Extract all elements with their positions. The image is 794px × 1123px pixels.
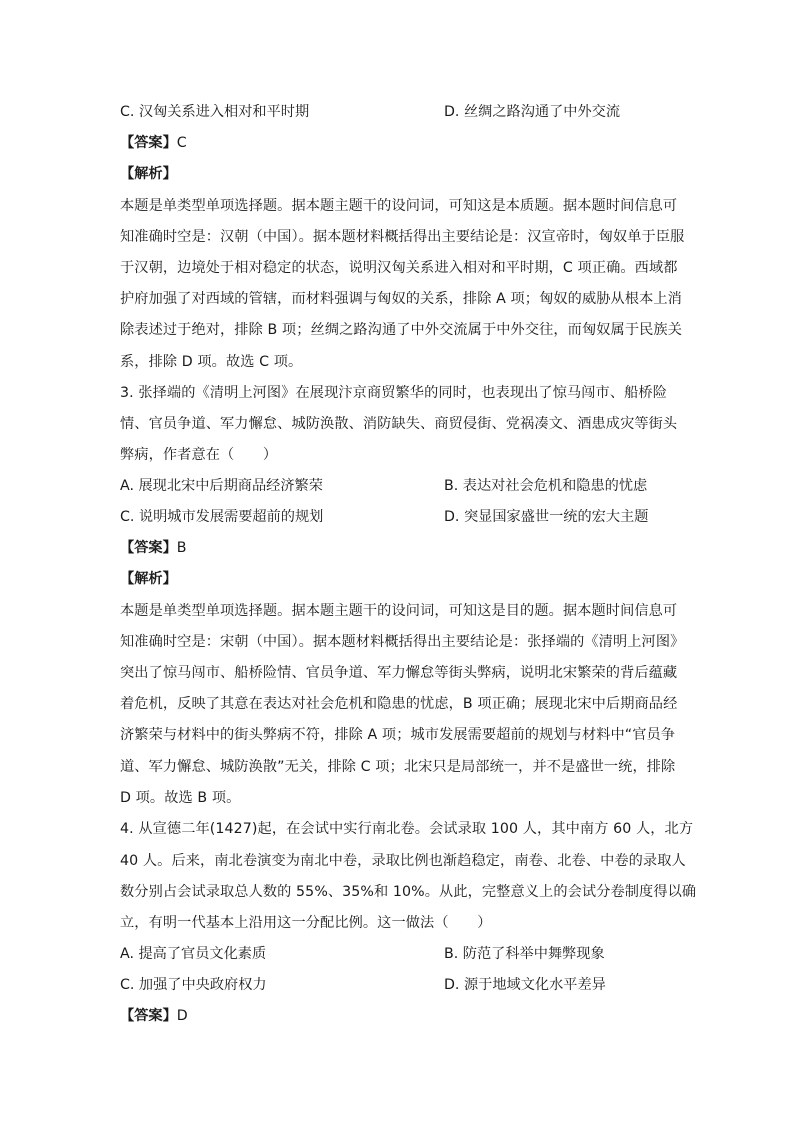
q2-option-d: D. 丝绸之路沟通了中外交流 [444, 104, 621, 120]
q2-analysis-tag: 【解析】 [120, 166, 177, 182]
q3-answer-value: B [176, 540, 187, 556]
q3-stem-line: 弊病，作者意在（ ） [120, 447, 278, 463]
q4-answer [120, 1006, 188, 1026]
q2-analysis-line: 知准确时空是：汉朝（中国）。据本题材料概括得出主要结论是：汉宣帝时，匈奴单于臣服 [120, 229, 685, 245]
q2-analysis-line: 除表述过于绝对，排除 B 项；丝绸之路沟通了中外交流属于中外交往，而匈奴属于民族关 [120, 322, 682, 338]
q2-answer-tag: 【答案】 [120, 135, 177, 151]
q4-answer-value: D [176, 1008, 188, 1024]
q2-analysis-line: 系，排除 D 项。故选 C 项。 [120, 354, 303, 370]
q3-analysis-line: D 项。故选 B 项。 [120, 790, 241, 806]
q2-options-cd [120, 102, 680, 122]
q3-option-c: C. 说明城市发展需要超前的规划 [120, 509, 324, 525]
q2-answer-value: C [176, 135, 187, 151]
q4-stem-line: 4. 从宣德二年(1427)起，在会试中实行南北卷。会试录取 100 人，其中南方 60 人，北方 [120, 821, 694, 837]
q2-analysis-line: 本题是单类型单项选择题。据本题主题干的设问词，可知这是本质题。据本题时间信息可 [120, 198, 678, 214]
q2-analysis-line: 于汉朝，边境处于相对稳定的状态，说明汉匈关系进入相对和平时期，C 项正确。西域都 [120, 260, 678, 276]
q2-analysis-line: 护府加强了对西域的管辖，而材料强调与匈奴的关系，排除 A 项；匈奴的威胁从根本上消 [120, 291, 682, 307]
q3-analysis-tag: 【解析】 [120, 571, 177, 587]
q4-stem-line: 立，有明一代基本上沿用这一分配比例。这一做法（ ） [120, 915, 492, 931]
q3-stem-line: 情、官员争道、军力懈怠、城防涣散、消防缺失、商贸侵街、党祸凑文、酒患成灾等街头 [120, 416, 678, 432]
q4-option-c: C. 加强了中央政府权力 [120, 977, 267, 993]
q3-answer-tag: 【答案】 [120, 540, 177, 556]
q3-option-d: D. 突显国家盛世一统的宏大主题 [444, 509, 649, 525]
q3-option-b: B. 表达对社会危机和隐患的忧虑 [444, 478, 648, 494]
q3-stem-line: 3. 张择端的《清明上河图》在展现汴京商贸繁华的同时，也表现出了惊马闯市、船桥险 [120, 385, 667, 401]
q3-options-ab [120, 476, 680, 496]
q3-options-cd [120, 507, 680, 527]
q3-analysis-line: 突出了惊马闯市、船桥险情、官员争道、军力懈怠等街头弊病，说明北宋繁荣的背后蕴藏 [120, 665, 678, 681]
q2-answer [120, 133, 187, 153]
q3-answer [120, 538, 187, 558]
q3-analysis-line: 道、军力懈怠、城防涣散”无关，排除 C 项；北宋只是局部统一，并不是盛世一统，排除 [120, 759, 676, 775]
q4-option-b: B. 防范了科举中舞弊现象 [444, 946, 605, 962]
q4-option-a: A. 提高了官员文化素质 [120, 946, 267, 962]
q3-analysis-line: 着危机，反映了其意在表达对社会危机和隐患的忧虑，B 项正确；展现北宋中后期商品经 [120, 696, 678, 712]
q3-analysis-line: 济繁荣与材料中的街头弊病不符，排除 A 项；城市发展需要超前的规划与材料中“官员争 [120, 727, 676, 743]
q3-analysis-line: 知准确时空是：宋朝（中国）。据本题材料概括得出主要结论是：张择端的《清明上河图》 [120, 634, 685, 650]
q4-options-cd [120, 975, 680, 995]
q3-option-a: A. 展现北宋中后期商品经济繁荣 [120, 478, 323, 494]
q4-options-ab [120, 944, 680, 964]
q4-stem-line: 数分别占会试录取总人数的 55%、35%和 10%。从此，完整意义上的会试分卷制度得以确 [120, 884, 697, 900]
q4-stem-line: 40 人。后来，南北卷演变为南北中卷，录取比例也渐趋稳定，南卷、北卷、中卷的录取人 [120, 853, 686, 869]
q3-analysis-line: 本题是单类型单项选择题。据本题主题干的设问词，可知这是目的题。据本题时间信息可 [120, 603, 678, 619]
q2-option-c: C. 汉匈关系进入相对和平时期 [120, 104, 310, 120]
q4-option-d: D. 源于地域文化水平差异 [444, 977, 606, 993]
q4-answer-tag: 【答案】 [120, 1008, 177, 1024]
